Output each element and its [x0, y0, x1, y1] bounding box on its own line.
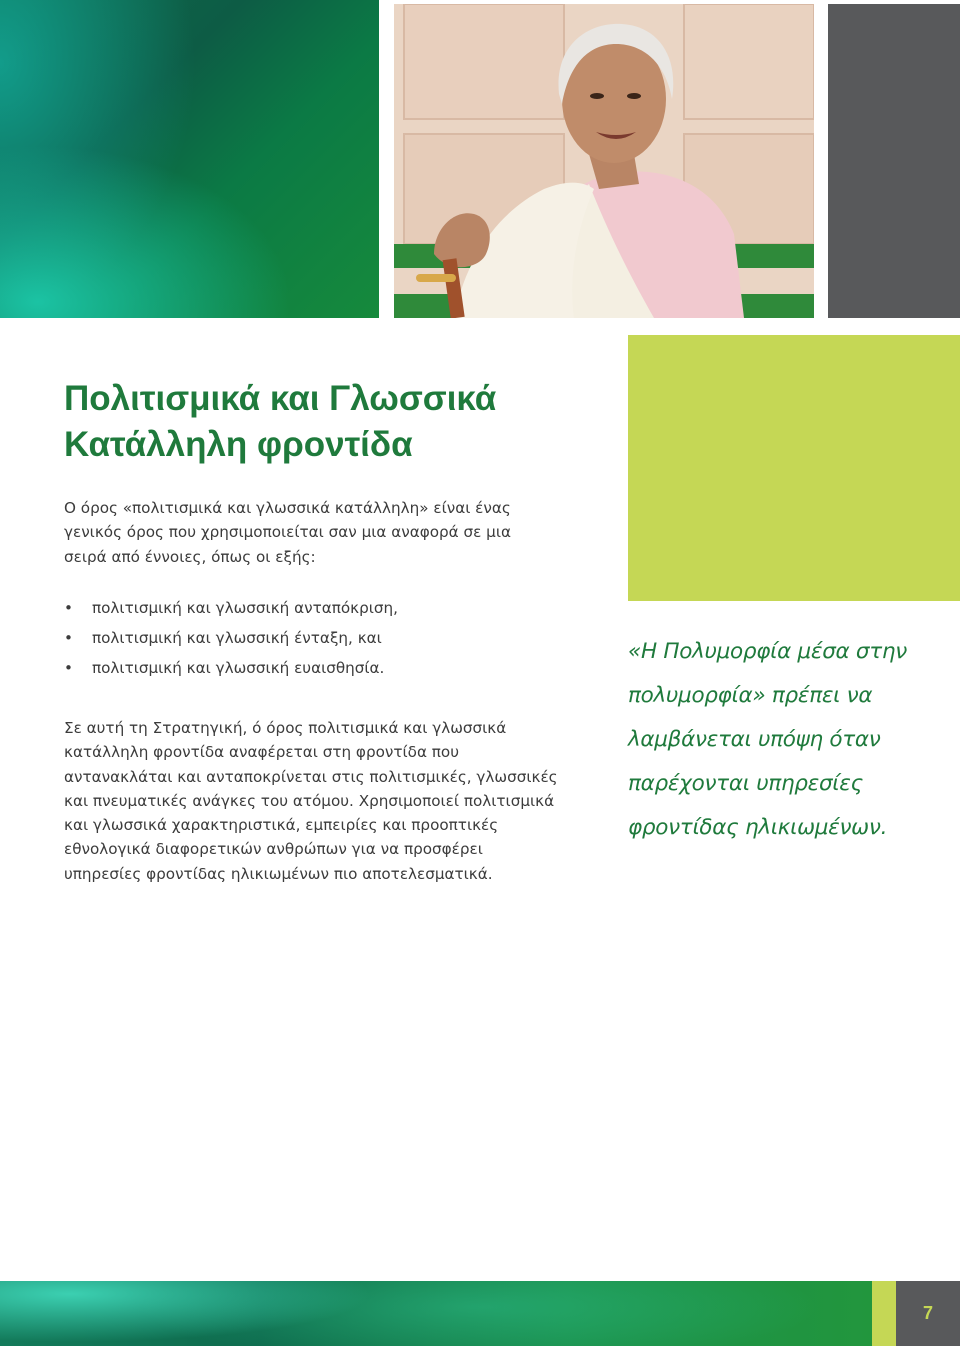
quote-line: λαμβάνεται υπόψη όταν	[628, 727, 881, 752]
text-line: εθνολογικά διαφορετικών ανθρώπων για να προσφέρει	[64, 840, 483, 859]
strategy-paragraph	[64, 716, 558, 886]
page-title	[64, 376, 584, 468]
text-line: αντανακλάται και ανταποκρίνεται στις πολιτισμικές, γλωσσικές	[64, 767, 558, 786]
gray-decorative-panel	[828, 4, 960, 318]
title-line: Κατάλληλη φροντίδα	[64, 425, 413, 464]
quote-line: φροντίδας ηλικιωμένων.	[628, 815, 888, 840]
text-line: Ο όρος «πολιτισμικά και γλωσσικά κατάλληλη» είναι ένας	[64, 499, 511, 517]
list-item	[64, 626, 534, 656]
text-line: Σε αυτή τη Στρατηγική, ό όρος πολιτισμικά και γλωσσικά	[64, 719, 507, 737]
pull-quote	[628, 630, 958, 850]
list-item	[64, 656, 534, 686]
text-line: γενικός όρος που χρησιμοποιείται σαν μια αναφορά σε μια	[64, 523, 511, 542]
footer-page-box	[896, 1281, 960, 1346]
quote-line: «Η Πολυμορφία μέσα στην	[628, 639, 907, 664]
lime-decorative-panel	[628, 335, 960, 601]
text-line: κατάλληλη φροντίδα αναφέρεται στη φροντίδα που	[64, 743, 460, 762]
intro-paragraph	[64, 496, 534, 569]
green-decorative-panel	[0, 0, 379, 318]
photo-illustration	[394, 4, 814, 318]
footer-lime-strip	[872, 1281, 896, 1346]
text-line: και γλωσσικά χαρακτηριστικά, εμπειρίες και προοπτικές	[64, 816, 499, 835]
list-item-text: πολιτισμική και γλωσσική ευαισθησία.	[92, 659, 385, 677]
bullet-icon: •	[64, 629, 73, 647]
quote-line: πολυμορφία» πρέπει να	[628, 683, 873, 708]
quote-line: παρέχονται υπηρεσίες	[628, 771, 863, 796]
title-line: Πολιτισμικά και Γλωσσικά	[64, 379, 497, 418]
list-item-text: πολιτισμική και γλωσσική ανταπόκριση,	[92, 599, 398, 617]
bullet-icon: •	[64, 599, 73, 617]
footer-green-band	[0, 1281, 872, 1346]
bullet-icon: •	[64, 659, 73, 677]
list-item-text: πολιτισμική και γλωσσική ένταξη, και	[92, 629, 382, 647]
text-line: και πνευματικές ανάγκες του ατόμου. Χρησιμοποιεί πολιτισμικά	[64, 791, 555, 810]
elderly-woman-photo	[394, 4, 814, 318]
text-line: σειρά από έννοιες, όπως οι εξής:	[64, 547, 316, 566]
text-line: υπηρεσίες φροντίδας ηλικιωμένων πιο αποτελεσματικά.	[64, 864, 493, 883]
concept-list	[64, 596, 534, 686]
page-number: 7	[922, 1303, 933, 1323]
list-item	[64, 596, 534, 626]
